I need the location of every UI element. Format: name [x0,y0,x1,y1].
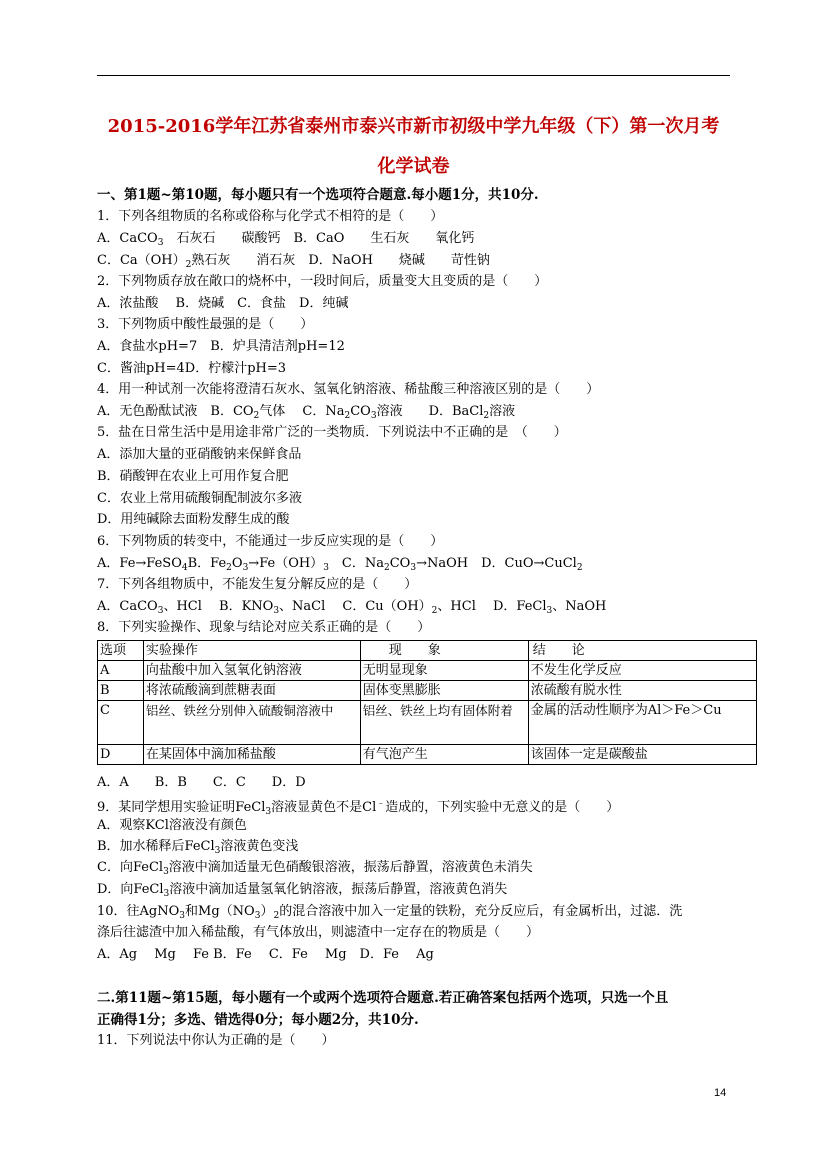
question-9-option-c: C．向FeCl$_3$溶液中滴加适量无色硝酸银溶液，振荡后静置，溶液黄色未消失 [97,860,533,877]
page-title: 2015-2016学年江苏省泰州市泰兴市新市初级中学九年级（下）第一次月考 [107,116,720,137]
question-9-option-a: A．观察KCl溶液没有颜色 [97,818,247,833]
table-row [98,661,757,681]
question-11: 11．下列说法中你认为正确的是（ ） [97,1033,335,1048]
table-cell: 不发生化学反应 [528,661,756,681]
section-2-heading-continued: 正确得1分；多选、错选得0分；每小题2分，共10分. [97,1012,419,1028]
table-cell: 该固体一定是碳酸盐 [528,745,756,765]
question-2: 2．下列物质存放在敞口的烧杯中，一段时间后，质量变大且变质的是（ ） [97,274,548,289]
question-1: 1．下列各组物质的名称或俗称与化学式不相符的是（ ） [97,209,444,224]
table-cell: 选项 [98,641,144,661]
table-cell: 有气泡产生 [360,745,528,765]
question-4-options: A．无色酚酞试液 B．$CO_2$气体 C．$Na_2CO_3$溶液 D．BaCl$_2$溶液 [97,404,516,421]
page-number: 14 [714,1087,727,1099]
question-10-options: A．Ag Mg Fe B．Fe C．Fe Mg D．Fe Ag [97,947,434,962]
section-1-heading: 一、第1题~第10题，每小题只有一个选项符合题意.每小题1分，共10分. [97,187,539,203]
question-5: 5．盐在日常生活中是用途非常广泛的一类物质．下列说法中不正确的是 （ ） [97,425,567,440]
question-7: 7．下列各组物质中，不能发生复分解反应的是（ ） [97,577,418,592]
table-cell: 实验操作 [143,641,360,661]
table-row [98,745,757,765]
table-cell: 铝丝、铁丝分别伸入硫酸铜溶液中 [143,701,360,745]
question-2-options: A．浓盐酸 B．烧碱 C．食盐 D．纯碱 [97,296,349,311]
table-cell: 现 象 [360,641,528,661]
section-2-heading: 二.第11题~第15题，每小题有一个或两个选项符合题意.若正确答案包括两个选项，只选一个且 [97,990,669,1006]
question-7-options: A．CaCO$_3$、HCl B．$KNO_3$、NaCl C．$Cu(OH)_2$、HCl D．FeCl$_3$、NaOH [97,599,607,616]
header-rule [97,75,730,76]
table-cell: D [98,745,144,765]
question-3: 3．下列物质中酸性最强的是（ ） [97,317,314,332]
table-row [98,681,757,701]
question-8-options: A．A B．B C．C D．D [97,775,306,790]
question-3-options-ab: A．食盐水pH=7 B．炉具清洁剂pH=12 [97,339,345,354]
table-cell: 铝丝、铁丝上均有固体附着 [360,701,528,745]
question-5-option-c: C．农业上常用硫酸铜配制波尔多液 [97,491,302,506]
question-1-options-cd: C．$Ca(OH)_2$熟石灰 消石灰 D．NaOH 烧碱 苛性钠 [97,253,490,270]
question-9-option-d: D．向FeCl$_3$溶液中滴加适量氢氧化钠溶液，振荡后静置，溶液黄色消失 [97,882,508,899]
table-cell: 无明显现象 [360,661,528,681]
question-4: 4．用一种试剂一次能将澄清石灰水、氢氧化钠溶液、稀盐酸三种溶液区别的是（ ） [97,382,600,397]
table-cell: C [98,701,144,745]
question-9-option-b: B．加水稀释后FeCl$_3$溶液黄色变浅 [97,839,299,856]
table-cell: 在某固体中滴加稀盐酸 [143,745,360,765]
page-subtitle: 化学试卷 [377,156,450,177]
question-8: 8．下列实验操作、现象与结论对应关系正确的是（ ） [97,620,431,635]
question-9: 9．某同学想用实验证明FeCl$_3$溶液显黄色不是Cl﹣造成的，下列实验中无意义的是（ ） [97,799,620,817]
table-cell: B [98,681,144,701]
table-cell: 固体变黑膨胀 [360,681,528,701]
table-header-row [98,641,757,661]
question-5-option-b: B．硝酸钾在农业上可用作复合肥 [97,469,289,484]
table-cell: 向盐酸中加入氢氧化钠溶液 [143,661,360,681]
table-cell: A [98,661,144,681]
table-cell: 浓硫酸有脱水性 [528,681,756,701]
question-5-option-a: A．添加大量的亚硝酸钠来保鲜食品 [97,447,302,462]
question-5-option-d: D．用纯碱除去面粉发酵生成的酸 [97,512,290,527]
table-cell: 金属的活动性顺序为Al＞Fe＞Cu [528,701,756,745]
question-3-options-cd: C．酱油pH=4D．柠檬汁pH=3 [97,361,287,376]
question-8-table [97,640,757,765]
table-cell: 结 论 [528,641,756,661]
question-6: 6．下列物质的转变中，不能通过一步反应实现的是（ ） [97,534,444,549]
question-1-options-ab: A．CaCO$_3$ 石灰石 碳酸钙 B．CaO 生石灰 氧化钙 [97,231,475,248]
table-cell: 将浓硫酸滴到蔗糖表面 [143,681,360,701]
question-10-continued: 涤后往滤渣中加入稀盐酸，有气体放出，则滤渣中一定存在的物质是（ ） [97,925,540,940]
question-6-options: A．Fe→FeSO$_4$B．$Fe_2O_3\to Fe(OH)_3$ C．$Na_2CO_3\to NaOH$ D．CuO→CuCl$_2$ [97,556,583,573]
question-10: 10．往AgNO$_3$和$Mg(NO_3)_2$的混合溶液中加入一定量的铁粉，充分反应后，有金属析出，过滤．洗 [97,904,683,921]
table-row [98,701,757,745]
